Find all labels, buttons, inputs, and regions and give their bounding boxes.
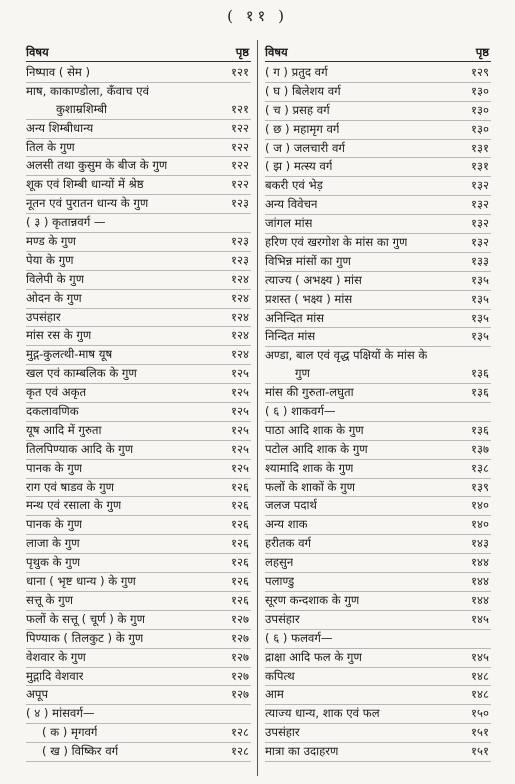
entry-title: पटोल आदि शाक के गुण [265, 441, 368, 456]
toc-entry [26, 649, 251, 668]
toc-entry [26, 101, 251, 120]
entry-title: ( ६ ) शाकवर्ग— [265, 404, 336, 419]
entry-page: १३० [471, 102, 489, 117]
entry-page: १२७ [231, 649, 249, 664]
entry-title: फलों के शाकों के गुण [265, 479, 356, 494]
toc-entry [265, 365, 491, 384]
entry-page: १२७ [231, 687, 249, 702]
entry-page: १२४ [231, 290, 249, 305]
toc-entry [26, 309, 251, 328]
entry-title: श्यामादि शाक के गुण [265, 460, 354, 475]
entry-page: १३५ [471, 329, 489, 344]
toc-entry [265, 573, 491, 592]
page-heading: पृष्ठ [235, 45, 249, 59]
entry-title: तिलपिण्याक आदि के गुण [26, 441, 134, 456]
entry-title: नूतन एवं पुरातन धान्य के गुण [26, 196, 149, 211]
entry-title: कपित्थ [265, 668, 295, 683]
entry-title: लाजा के गुण [26, 536, 80, 551]
toc-entry [26, 441, 251, 460]
entry-page: १२३ [231, 234, 249, 249]
entry-title: कुशाम्रशिम्बी [56, 101, 108, 116]
toc-entry [26, 743, 251, 762]
entry-page: १५० [471, 706, 489, 721]
entry-title: लहसुन [265, 555, 294, 570]
toc-entry [26, 157, 251, 176]
entry-title: मांस की गुरुता-लघुता [265, 385, 354, 400]
entry-page: १२६ [231, 592, 249, 607]
entry-page: १४८ [471, 668, 489, 683]
right-column-header [265, 40, 491, 62]
entry-page: १५१ [471, 725, 489, 740]
toc-entry [265, 310, 491, 329]
entry-title: अन्य शिम्बीधान्य [26, 120, 94, 135]
left-column-header [26, 40, 251, 62]
entry-title: ( घ ) बिलेशय वर्ग [265, 83, 341, 98]
entry-page: १२५ [231, 441, 249, 456]
right-column [265, 40, 491, 762]
entry-page: १२२ [231, 177, 249, 192]
entry-page: १२७ [231, 630, 249, 645]
entry-title: ( ज ) जलचारी वर्ग [265, 140, 345, 155]
entry-page: १२५ [231, 385, 249, 400]
toc-entry [26, 271, 251, 290]
entry-title: अन्य विवेचन [265, 197, 318, 212]
page-heading: पृष्ठ [475, 45, 489, 59]
toc-entry [265, 554, 491, 573]
entry-title: विभिन्न मांसों का गुण [265, 253, 351, 268]
entry-title: कृत एवं अकृत [26, 385, 87, 400]
entry-page: १३५ [471, 310, 489, 325]
entry-title: निष्पाव ( सेम ) [26, 65, 91, 79]
toc-entry [265, 347, 491, 365]
entry-page: १२६ [231, 517, 249, 532]
entry-title: उपसंहार [265, 611, 300, 626]
entry-page: १२६ [231, 536, 249, 551]
entry-title: गुण [295, 366, 310, 381]
toc-entry [265, 686, 491, 705]
entry-page: १३८ [471, 460, 489, 475]
entry-page: १२६ [231, 498, 249, 513]
toc-entry [26, 554, 251, 573]
toc-entry [26, 497, 251, 516]
entry-title: ओदन के गुण [26, 290, 82, 305]
entry-page: १२५ [231, 460, 249, 475]
entry-page: १२५ [231, 422, 249, 437]
entry-title: जलज पदार्थ [265, 498, 317, 513]
entry-page: १२१ [231, 101, 249, 116]
entry-title: प्रशस्त ( भक्ष्य ) मांस [265, 291, 353, 306]
left-column [26, 40, 251, 762]
entry-title: हरिण एवं खरगोश के मांस का गुण [265, 235, 408, 250]
entry-page: १४४ [471, 555, 489, 570]
entry-title: जांगल मांस [265, 216, 313, 231]
entry-page: १२२ [231, 158, 249, 173]
entry-title: ( झ ) मत्स्य वर्ग [265, 159, 333, 174]
entry-title: अण्डा, बाल एवं वृद्ध पक्षियों के मांस के [265, 348, 428, 363]
toc-entry [26, 252, 251, 271]
entry-title: मांस रस के गुण [26, 328, 92, 343]
entry-page: १२६ [231, 479, 249, 494]
entry-page: १४० [471, 498, 489, 513]
toc-entry [26, 214, 251, 233]
entry-page: १४० [471, 517, 489, 532]
toc-entry [26, 686, 251, 705]
toc-entry [26, 64, 251, 83]
entry-page: १३५ [471, 272, 489, 287]
toc-entry [265, 140, 491, 159]
entry-page: १५१ [471, 744, 489, 759]
entry-page: १२३ [231, 196, 249, 211]
entry-page: १२८ [231, 744, 249, 759]
entry-page: १३६ [471, 366, 489, 381]
toc-entry [26, 346, 251, 365]
entry-title: निन्दित मांस [265, 329, 316, 344]
entry-title: मुद्गादि वेशवार [26, 668, 84, 683]
entry-title: त्याज्य धान्य, शाक एवं फल [265, 706, 380, 721]
entry-page: १४८ [471, 687, 489, 702]
entry-title: पानक के गुण [26, 460, 83, 475]
toc-entry [26, 83, 251, 101]
column-divider [257, 40, 258, 776]
toc-entry [26, 384, 251, 403]
entry-page: १२४ [231, 347, 249, 362]
entry-title: उपसंहार [26, 309, 61, 324]
entry-title: वेशवार के गुण [26, 649, 86, 664]
toc-entry [265, 328, 491, 347]
entry-title: खल एवं काम्बलिक के गुण [26, 366, 137, 381]
entry-title: ( ग ) प्रतुद वर्ग [265, 65, 328, 79]
entry-title: यूष आदि में गुरुता [26, 422, 102, 437]
entry-page: १३२ [471, 235, 489, 250]
entry-title: ( ख ) विष्किर वर्ग [42, 744, 119, 759]
toc-entry [265, 403, 491, 422]
toc-entry [26, 233, 251, 252]
entry-title: पानक के गुण [26, 517, 83, 532]
entry-title: मन्थ एवं रसाला के गुण [26, 498, 122, 513]
toc-entry [26, 479, 251, 498]
entry-title: ( ६ ) फलवर्ग— [265, 630, 333, 645]
entry-page: १२१ [231, 65, 249, 79]
toc-entry [265, 384, 491, 403]
entry-page: १२७ [231, 668, 249, 683]
entry-page: १४४ [471, 574, 489, 589]
toc-entry [26, 535, 251, 554]
entry-page: १२६ [231, 574, 249, 589]
entry-title: अन्य शाक [265, 517, 308, 532]
toc-entry [265, 422, 491, 441]
entry-title: ( ३ ) कृतान्नवर्ग — [26, 215, 106, 230]
toc-entry [26, 327, 251, 346]
entry-title: द्राक्षा आदि फल के गुण [265, 649, 362, 664]
entry-title: शूक एवं शिम्बी धान्यों में श्रेष्ठ [26, 177, 144, 192]
toc-entry [265, 630, 491, 649]
toc-entry [26, 460, 251, 479]
toc-entry [265, 743, 491, 762]
entry-title: पलाण्डु [265, 574, 295, 589]
toc-entry [265, 724, 491, 743]
toc-entry [265, 215, 491, 234]
entry-title: धाना ( भृष्ट धान्य ) के गुण [26, 574, 136, 589]
entry-title: त्याज्य ( अभक्ष्य ) मांस [265, 272, 362, 287]
entry-page: १३२ [471, 216, 489, 231]
entry-title: सूरण कन्दशाक के गुण [265, 592, 360, 607]
entry-page: १२९ [471, 65, 489, 79]
entry-page: १३२ [471, 178, 489, 193]
entry-title: मुद्ग-कुलत्थी-माष यूष [26, 347, 113, 362]
entry-page: १२५ [231, 366, 249, 381]
entry-title: फलों के सत्तू ( चूर्ण ) के गुण [26, 611, 145, 626]
entry-page: १३० [471, 121, 489, 136]
entry-page: १३५ [471, 291, 489, 306]
entry-title: बकरी एवं भेड़ [265, 178, 323, 193]
toc-entry [265, 83, 491, 102]
toc-entry [265, 705, 491, 724]
toc-entry [26, 592, 251, 611]
entry-page: १४५ [471, 649, 489, 664]
toc-entry [26, 611, 251, 630]
toc-entry [265, 460, 491, 479]
toc-entry [26, 120, 251, 139]
entry-page: १३७ [471, 441, 489, 456]
toc-entry [265, 535, 491, 554]
toc-entry [265, 441, 491, 460]
entry-title: माष, काकाण्डोला, कँवाच एवं [26, 83, 150, 98]
toc-entry [26, 403, 251, 422]
toc-entry [265, 158, 491, 177]
entry-page: १२२ [231, 120, 249, 135]
entry-page: १४५ [471, 611, 489, 626]
entry-page: १२४ [231, 309, 249, 324]
entry-title: पेया के गुण [26, 252, 74, 267]
entry-title: पृथुक के गुण [26, 555, 81, 570]
toc-entry [265, 196, 491, 215]
entry-page: १२४ [231, 328, 249, 343]
entry-title: हरीतक वर्ग [265, 536, 312, 551]
toc-entry [26, 290, 251, 309]
entry-page: १२३ [231, 252, 249, 267]
entry-page: १२८ [231, 725, 249, 740]
entry-page: १३६ [471, 385, 489, 400]
left-entries [26, 64, 251, 762]
toc-entry [265, 479, 491, 498]
right-entries [265, 64, 491, 762]
entry-title: अपूप [26, 687, 49, 702]
entry-page: १४४ [471, 592, 489, 607]
entry-page: १३२ [471, 197, 489, 212]
toc-entry [265, 234, 491, 253]
toc-entry [26, 705, 251, 724]
toc-entry [265, 177, 491, 196]
entry-page: १२५ [231, 404, 249, 419]
entry-title: सत्तू के गुण [26, 592, 74, 607]
entry-title: ( ४ ) मांसवर्ग— [26, 706, 95, 721]
entry-title: दकलावणिक [26, 404, 79, 419]
toc-entry [265, 291, 491, 310]
toc-entry [26, 724, 251, 743]
toc-entry [26, 176, 251, 195]
toc-entry [265, 497, 491, 516]
subject-heading: विषय [265, 45, 288, 59]
toc-entry [265, 102, 491, 121]
entry-page: १२४ [231, 271, 249, 286]
toc-entry [26, 422, 251, 441]
entry-page: १२७ [231, 611, 249, 626]
entry-title: ( क ) मृगवर्ग [42, 725, 98, 740]
toc-entry [26, 573, 251, 592]
toc-entry [265, 592, 491, 611]
toc-entry [265, 668, 491, 687]
entry-title: विलेपी के गुण [26, 271, 85, 286]
toc-entry [265, 121, 491, 140]
toc-entry [265, 64, 491, 83]
toc-entry [265, 649, 491, 668]
entry-page: १२२ [231, 139, 249, 154]
toc-entry [265, 253, 491, 272]
toc-entry [26, 668, 251, 687]
entry-title: पाठा आदि शाक के गुण [265, 422, 364, 437]
toc-entry [265, 272, 491, 291]
entry-page: १३० [471, 83, 489, 98]
page-number: ( ११ ) [227, 7, 288, 25]
toc-entry [265, 516, 491, 535]
entry-title: तिल के गुण [26, 139, 75, 154]
entry-title: राग एवं षाडव के गुण [26, 479, 115, 494]
entry-page: १२६ [231, 555, 249, 570]
toc-entry [26, 139, 251, 158]
entry-page: १३९ [471, 479, 489, 494]
toc-entry [26, 365, 251, 384]
toc-entry [26, 630, 251, 649]
entry-page: १४३ [471, 536, 489, 551]
toc-entry [26, 516, 251, 535]
entry-title: आम [265, 687, 284, 702]
toc-entry [26, 195, 251, 214]
entry-title: पिण्याक ( तिलकुट ) के गुण [26, 630, 144, 645]
entry-title: मात्रा का उदाहरण [265, 744, 339, 759]
entry-title: ( छ ) महामृग वर्ग [265, 121, 340, 136]
entry-title: अलसी तथा कुसुम के बीज के गुण [26, 158, 168, 173]
entry-title: अनिन्दित मांस [265, 310, 325, 325]
entry-page: १३१ [471, 159, 489, 174]
subject-heading: विषय [26, 45, 49, 59]
entry-title: मण्ड के गुण [26, 234, 76, 249]
entry-title: ( च ) प्रसह वर्ग [265, 102, 330, 117]
entry-title: उपसंहार [265, 725, 300, 740]
entry-page: १३१ [471, 140, 489, 155]
toc-entry [265, 611, 491, 630]
entry-page: १३३ [471, 253, 489, 268]
entry-page: १३६ [471, 422, 489, 437]
